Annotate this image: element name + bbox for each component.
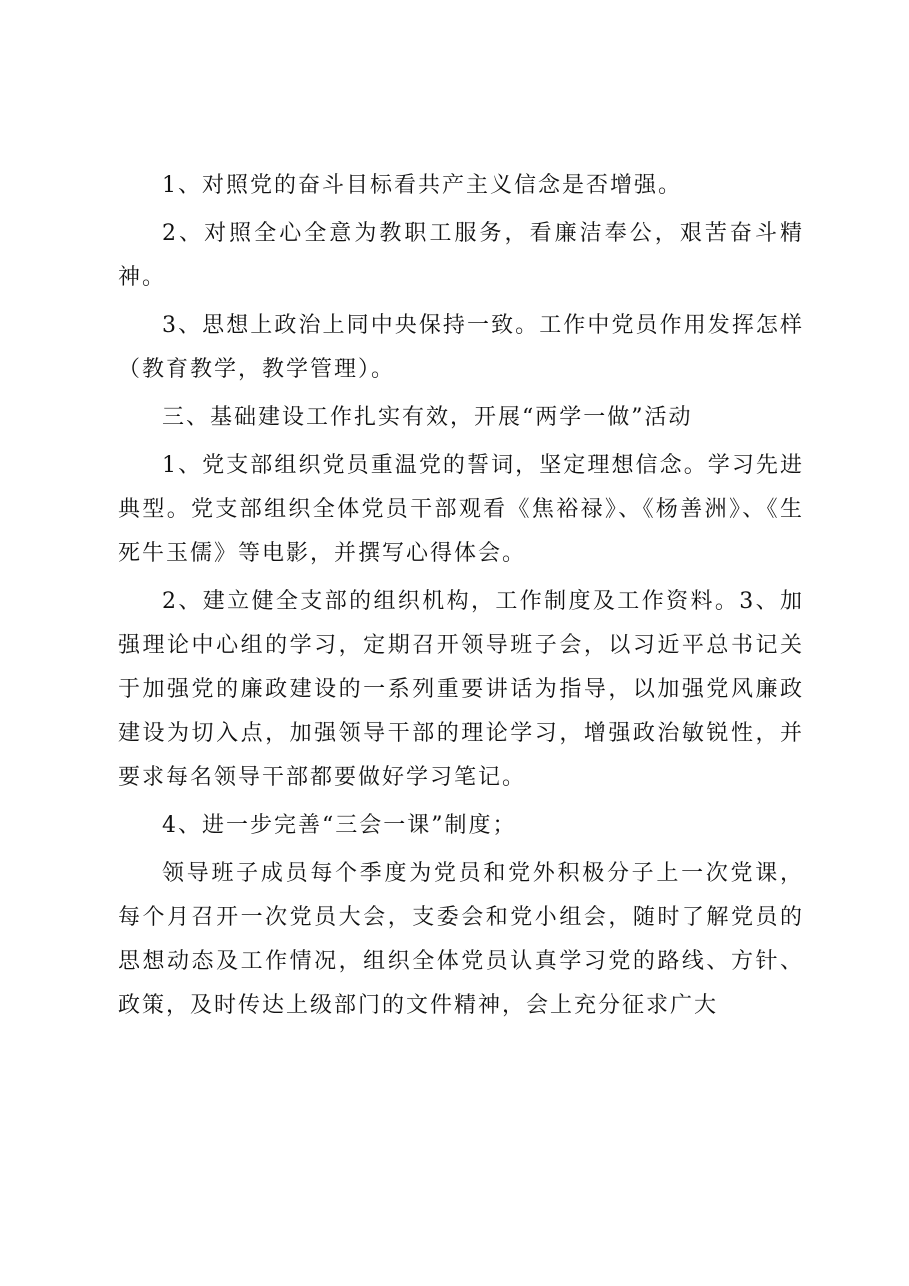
paragraph-6: 4、进一步完善“三会一课”制度； xyxy=(162,813,517,838)
document-body xyxy=(118,164,804,1028)
paragraph-2: 2、对照全心全意为教职工服务，看廉洁奉公，艰苦奋斗精神。 xyxy=(118,221,804,290)
paragraph-7: 领导班子成员每个季度为党员和党外积极分子上一次党课，每个月召开一次党员大会，支委会和党小组会，随时了解党员的思想动态及工作情况，组织全体党员认真学习党的路线、方针、政策，及时传达上级部门的文件精神，会上充分征求广大 xyxy=(118,861,804,1018)
paragraph-4: 1、党支部组织党员重温党的誓词，坚定理想信念。学习先进典型。党支部组织全体党员干部观看《焦裕禄》、《杨善洲》、《生死牛玉儒》等电影，并撰写心得体会。 xyxy=(118,453,804,566)
paragraph-3: 3、思想上政治上同中央保持一致。工作中党员作用发挥怎样（教育教学，教学管理）。 xyxy=(118,313,804,382)
paragraph-5: 2、建立健全支部的组织机构，工作制度及工作资料。3、加强理论中心组的学习，定期召开领导班子会，以习近平总书记关于加强党的廉政建设的一系列重要讲话为指导，以加强党风廉政建设为切入点，加强领导干部的理论学习，增强政治敏锐性，并要求每名领导干部都要做好学习笔记。 xyxy=(118,589,804,790)
paragraph-1: 1、对照党的奋斗目标看共产主义信念是否增强。 xyxy=(162,173,682,198)
section-heading-3: 三、基础建设工作扎实有效，开展“两学一做”活动 xyxy=(162,405,693,430)
